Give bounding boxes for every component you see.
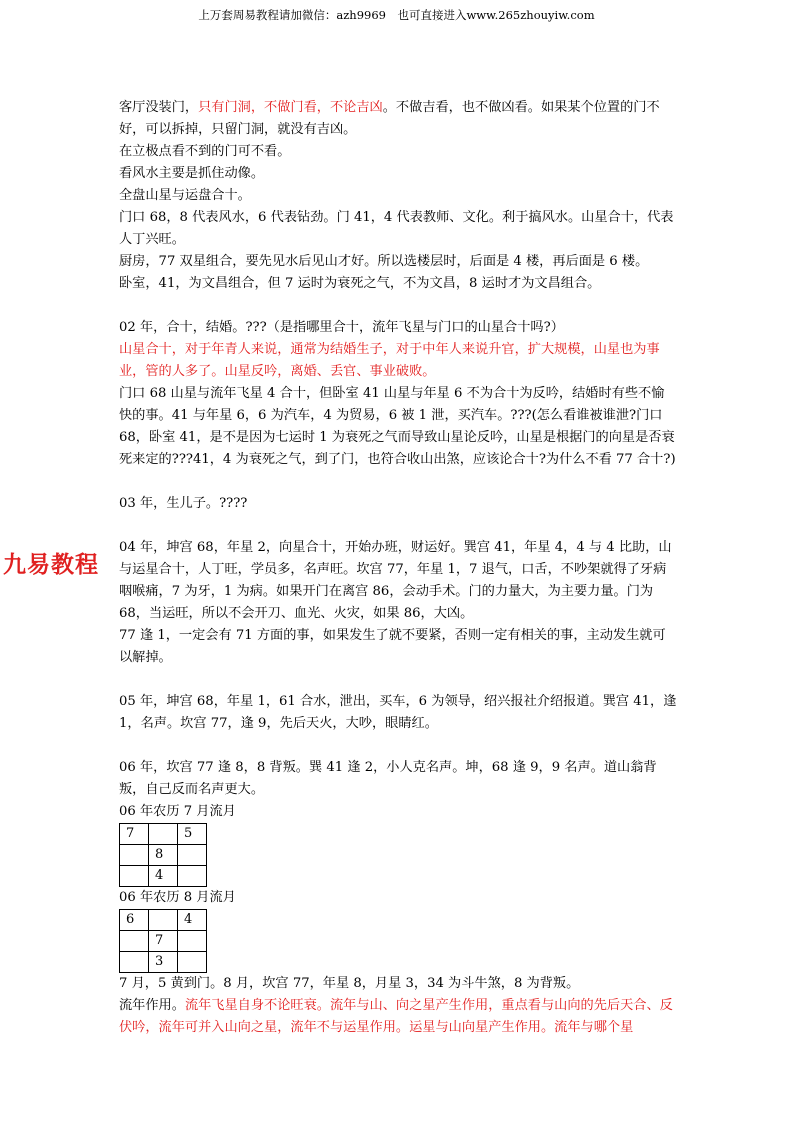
paragraph-1: [119, 97, 677, 141]
grid-cell: [178, 952, 207, 973]
grid-cell: [120, 845, 149, 866]
grid-row: [120, 845, 207, 866]
paragraph-7: 卧室，41，为文昌组合，但 7 运时为衰死之气，不为文昌，8 运时才为文昌组合。: [119, 276, 601, 291]
paragraph-9-red: 山星合十，对于年青人来说，通常为结婚生子，对于中年人来说升官，扩大规模，山星也为事业，管的人多了。山星反吟，离婚、丢官、事业破败。: [119, 342, 660, 379]
grid-cell: 6: [120, 910, 149, 931]
paragraph-17: [119, 995, 677, 1039]
grid2-title: 06 年农历 8 月流月: [119, 890, 236, 905]
spacer: [119, 295, 677, 317]
grid-row: [120, 931, 207, 952]
paragraph-12: 04 年，坤宫 68，年星 2，向星合十，开始办班，财运好。巽宫 41，年星 4，4 与 4 比助，山与运星合十，人丁旺，学员多，名声旺。坎宫 77，年星 1，7 退气，口舌，不吵架就得了牙病咽喉痛，7 为牙，1 为病。如果开门在离宫 86，会动手术。门的力量大，为主要力量。门为 68，当运旺，所以不会开刀、血光、火灾，如果 86，大凶。: [119, 540, 672, 621]
flying-star-grid-august: [119, 909, 207, 973]
grid-cell: 7: [120, 824, 149, 845]
paragraph-10: 门口 68 山星与流年飞星 4 合十，但卧室 41 山星与年星 6 不为合十为反吟，结婚时有些不愉快的事。41 与年星 6，6 为汽车，4 为贸易，6 被 1 泄，买汽车。???(怎么看谁被谁泄?门口 68，卧室 41，是不是因为七运时 1 为衰死之气而导致山星论反吟，山星是根据门的向星是否衰死来定的???41，4 为衰死之气，到了门，也符合收山出煞，应该论合十?为什么不看 77 合十?): [119, 386, 676, 467]
grid-cell: [178, 845, 207, 866]
spacer: [119, 669, 677, 691]
paragraph-5: 门口 68，8 代表风水，6 代表钻劲。门 41，4 代表教师、文化。利于搞风水。山星合十，代表人丁兴旺。: [119, 210, 674, 247]
spacer: [119, 471, 677, 493]
grid-cell: 4: [178, 910, 207, 931]
grid-cell: [120, 931, 149, 952]
grid-cell: [149, 910, 178, 931]
grid-cell: [149, 824, 178, 845]
grid-cell: [178, 866, 207, 887]
text-run-red: 流年飞星自身不论旺衰。流年与山、向之星产生作用，重点看与山向的先后天合、反伏吟，流年可并入山向之星，流年不与运星作用。运星与山向星产生作用。流年与哪个星: [119, 998, 673, 1035]
text-run: 客厅没装门，: [119, 100, 199, 115]
grid-cell: [178, 931, 207, 952]
grid-cell: [120, 952, 149, 973]
paragraph-3: 看风水主要是抓住动像。: [119, 166, 265, 181]
watermark-logo: 九易教程: [3, 552, 99, 578]
grid-cell: 8: [149, 845, 178, 866]
grid-cell: 3: [149, 952, 178, 973]
spacer: [119, 735, 677, 757]
flying-star-grid-july: [119, 823, 207, 887]
grid-row: [120, 866, 207, 887]
paragraph-13: 77 逢 1，一定会有 71 方面的事，如果发生了就不要紧，否则一定有相关的事，主动发生就可以解掉。: [119, 628, 666, 665]
paragraph-4: 全盘山星与运盘合十。: [119, 188, 251, 203]
grid-cell: [120, 866, 149, 887]
paragraph-2: 在立极点看不到的门可不看。: [119, 144, 291, 159]
grid-row: [120, 910, 207, 931]
grid-cell: 7: [149, 931, 178, 952]
text-run: 流年作用。: [119, 998, 185, 1013]
grid1-title: 06 年农历 7 月流月: [119, 804, 236, 819]
grid-cell: 5: [178, 824, 207, 845]
paragraph-15: 06 年，坎宫 77 逢 8，8 背叛。巽 41 逢 2，小人克名声。坤，68 逢 9，9 名声。道山翁背叛，自己反而名声更大。: [119, 760, 657, 797]
document-body: [119, 97, 677, 1039]
text-run: 。不做吉看，也不做凶看。如果某个位置的门不好，可以拆掉，只留门洞，就没有吉凶。: [119, 100, 660, 137]
paragraph-11: 03 年，生儿子。????: [119, 496, 248, 511]
paragraph-6: 厨房，77 双星组合，要先见水后见山才好。所以选楼层时，后面是 4 楼，再后面是 6 楼。: [119, 254, 649, 269]
paragraph-16: 7 月，5 黄到门。8 月，坎宫 77，年星 8，月星 3，34 为斗牛煞，8 为背叛。: [119, 976, 580, 991]
grid-cell: 4: [149, 866, 178, 887]
text-run-red: 只有门洞，不做门看，不论吉凶: [198, 100, 383, 115]
grid-row: [120, 952, 207, 973]
page-header: 上万套周易教程请加微信：azh9969 也可直接进入www.265zhouyiw.com: [198, 8, 595, 22]
grid-row: [120, 824, 207, 845]
paragraph-14: 05 年，坤宫 68，年星 1，61 合水，泄出，买车，6 为领导，绍兴报社介绍报道。巽宫 41，逢 1，名声。坎宫 77，逢 9，先后天火，大吵，眼睛红。: [119, 694, 677, 731]
spacer: [119, 515, 677, 537]
paragraph-8: 02 年，合十，结婚。???（是指哪里合十，流年飞星与门口的山星合十吗?）: [119, 320, 564, 335]
